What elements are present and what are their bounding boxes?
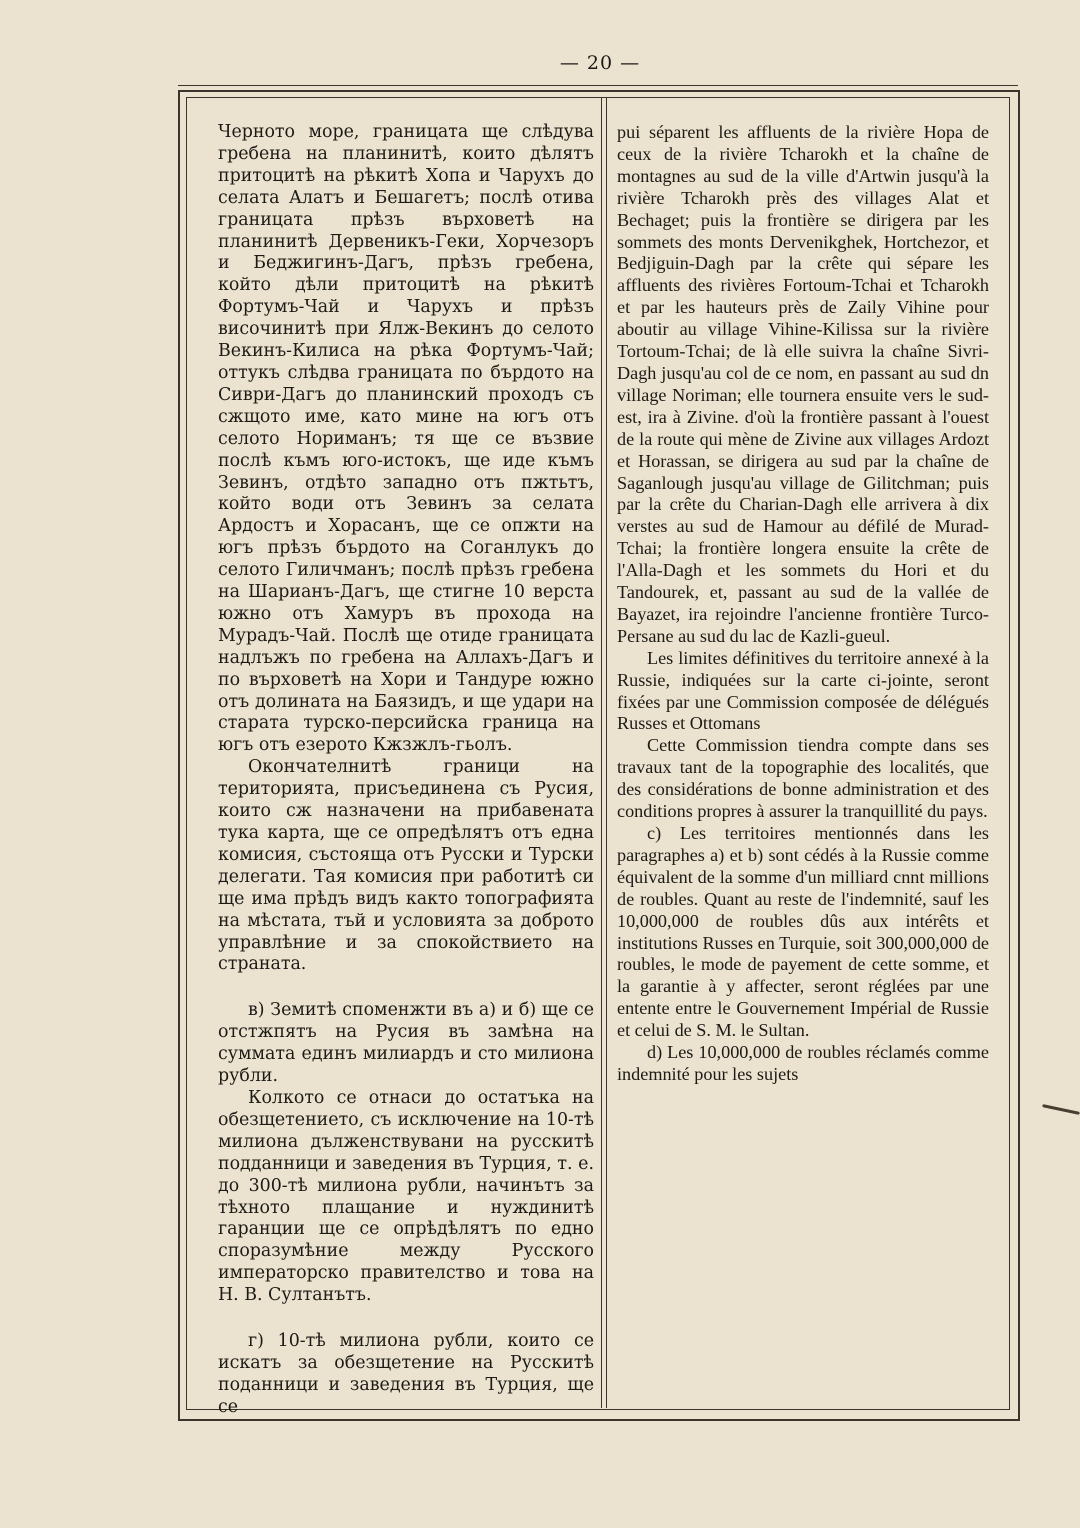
fr-paragraph-clause-d: d) Les 10,000,000 de roubles réclamés comme indemnité pour les sujets bbox=[617, 1042, 989, 1084]
bg-paragraph-clause-g: г) 10-тѣ милиона рубли, които се искатъ за обезщетение на Русскитѣ поданници и заведения въ Турция, ще се bbox=[218, 1331, 594, 1417]
bg-paragraph-indemnity: Колкото се отнаси до остатъка на обезщетението, съ исключение на 10-тѣ милиона дълженствувани на русскитѣ подданници и заведения въ Турция, т. е. до 300-тѣ милиона рубли, начинътъ за тѣхното плащание и нуждинитѣ гаранции ще се опрѣдѣлятъ по едно споразумѣние между Русского императорско правителство и това на Н. В. Султанътъ. bbox=[218, 1087, 594, 1306]
bg-paragraph-frontier: Черното море, границата ще слѣдува гребена на планинитѣ, които дѣлятъ притоцитѣ на рѣкитѣ Хопа и Чарухъ до селата Алатъ и Бешагетъ; послѣ отива границата прѣзъ върховетѣ на планинитѣ Дервеникъ-Геки, Хорчезоръ и Беджигинъ-Дагъ, прѣзъ гребена, който дѣли притоцитѣ на рѣкитѣ Фортумъ-Чай и Чарухъ и прѣзъ височинитѣ при Ялж-Векинъ до селото Векинъ-Килиса на рѣка Фортумъ-Чай; оттукъ слѣдва границата по бърдото на Сиври-Дагъ до планинский проходъ съ сжщото име, като мине на югъ отъ селото Нориманъ; тя ще се възвие послѣ къмъ юго-истокъ, ще иде къмъ Зевинъ, отдѣто западно отъ пжтьтъ, който води отъ Зевинъ за селата Ардостъ и Хорасанъ, ще се опжти на югъ прѣзъ бърдото на Соганлукъ до селото Гиличманъ; послѣ прѣзъ гребена на Шарианъ-Дагъ, ще стигне 10 верста южно отъ Хамуръ въ прохода на Мурадъ-Чай. Послѣ ще отиде границата надлъжъ по гребена на Аллахъ-Дагъ и по върховетѣ на Хори и Тандуре южно отъ долината на Баязидъ, и ще удари на старата турско-персийска граница на югъ отъ езерото Кжзжлъ-гьолъ. bbox=[218, 122, 594, 756]
bg-paragraph-commission: Окончателнитѣ граници на територията, присъединена съ Русия, които сж назначени на прибавената тука карта, ще се опредѣлятъ отъ една комисия, състояща отъ Русски и Турски делегати. Тая комисия при работитѣ си ще има прѣдъ видъ както топографията на мѣстата, тъй и условията за доброто управлѣние и за спокойствието на страната. bbox=[218, 757, 594, 975]
margin-mark bbox=[1042, 1104, 1080, 1115]
top-rule bbox=[178, 85, 1018, 86]
page-number: — 20 — bbox=[559, 52, 641, 74]
bg-paragraph-clause-v: в) Земитѣ споменжти въ а) и б) ще се отстжпятъ на Русия въ замѣна на суммата единъ милиардъ и сто милиона рубли. bbox=[218, 1000, 594, 1087]
fr-paragraph-commission: Cette Commission tiendra compte dans ses travaux tant de la topographie des localités, que des considérations de bonne administration et des conditions propres à assurer la tranquillité du pays. bbox=[617, 735, 989, 822]
fr-paragraph-limits: Les limites définitives du territoire annexé à la Russie, indiquées sur la carte ci-jointe, seront fixées par une Commission composée de délégués Russes et Ottomans bbox=[617, 647, 989, 734]
french-column bbox=[617, 122, 989, 1086]
bulgarian-column bbox=[218, 122, 594, 1419]
fr-paragraph-clause-c: c) Les territoires mentionnés dans les paragraphes a) et b) sont cédés à la Russie comme équivalent de la somme d'un milliard cnnt millions de roubles. Quant au reste de l'indemnité, sauf les 10,000,000 de roubles dûs aux intérêts et institutions Russes en Turquie, soit 300,000,000 de roubles, le mode de payement de cette somme, et la garantie à y affecter, seront réglées par une entente entre le Gouvernement Impérial de Russie et celui de S. M. le Sultan. bbox=[617, 823, 989, 1041]
column-divider bbox=[601, 97, 607, 1408]
fr-paragraph-frontier: pui séparent les affluents de la rivière Hopa de ceux de la rivière Tcharokh et la chaîne de montagnes au sud de la ville d'Artwin jusqu'à la rivière Tcharokh près des villages Alat et Bechaget; puis la frontière se dirigera par les sommets des monts Dervenikghek, Hortchezor, et Bedjiguin-Dagh par la crête qui sépare les affluents des rivières Fortoum-Tchai et Tcharokh et par les hauteurs près de Zaily Vihine pour aboutir au village Vihine-Kilissa sur la rivière Tortoum-Tchai; de là elle suivra la chaîne Sivri-Dagh jusqu'au col de ce nom, en passant au sud dn village Noriman; elle tournera ensuite vers le sud-est, ira à Zivine. d'où la frontière passant à l'ouest de la route qui mène de Zivine aux villages Ardozt et Horassan, se dirigera au sud par la chaîne de Saganlough jusqu'au village de Gilitchman; puis par la crête du Charian-Dagh elle arrivera à dix verstes au sud de Hamour au défilé de Murad-Tchai; la frontière longera ensuite la crête de l'Alla-Dagh et les sommets du Hori et du Tandourek, et, passant au sud de la vallée de Bayazet, ira rejoindre l'ancienne frontière Turco-Persane au sud du lac de Kazli-gueul. bbox=[617, 122, 989, 646]
